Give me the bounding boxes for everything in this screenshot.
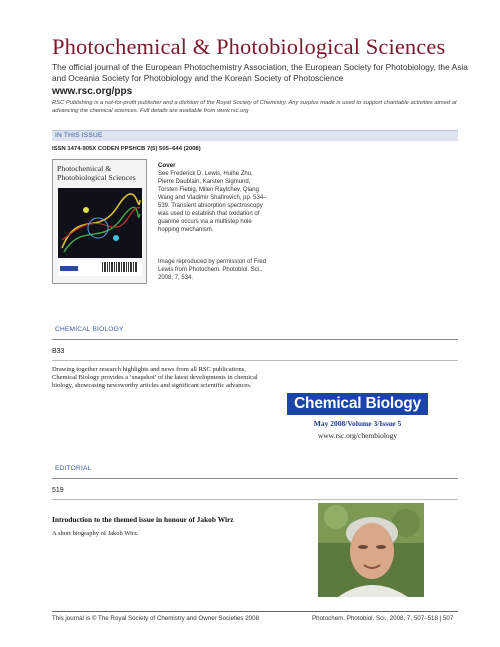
portrait-photo (318, 503, 424, 597)
chemical-biology-page-number: B33 (52, 348, 65, 355)
section-bar-in-this-issue (52, 130, 458, 141)
chemical-biology-url[interactable]: www.rsc.org/chembiology (317, 431, 398, 440)
cover-heading: Cover (158, 162, 176, 169)
divider-line (52, 360, 458, 361)
chemical-biology-logo: Chemical Biology (287, 393, 428, 415)
divider-line (52, 339, 458, 340)
cover-image-title: Photochemical & Photobiological Sciences (57, 164, 136, 182)
section-label-in-this-issue: IN THIS ISSUE (55, 132, 103, 139)
section-label-chemical-biology: CHEMICAL BIOLOGY (55, 326, 124, 333)
journal-url[interactable]: www.rsc.org/pps (52, 86, 133, 97)
editorial-subtitle: A short biography of Jakob Wirz. (52, 530, 139, 537)
editorial-title[interactable]: Introduction to the themed issue in honour of Jakob Wirz (52, 515, 234, 524)
publisher-notice: RSC Publishing is a not-for-profit publisher and a division of the Royal Society of Chemistry. Any surplus made is used to support charitable activities aimed at advancing the chemical sciences. Full details are available from www.rsc.org (52, 100, 457, 114)
editorial-page-number: 519 (52, 487, 64, 494)
divider-line (52, 478, 458, 479)
footer-divider (52, 611, 458, 612)
section-label-editorial: EDITORIAL (55, 465, 92, 472)
cover-credit: Image reproduced by permission of Fred Lewis from Photochem. Photobiol. Sci., 2008, 7, 534. (158, 259, 267, 281)
journal-subtitle: The official journal of the European Photochemistry Association, the European Society for Photobiology, the Asia and Oceania Society for Photobiology and the Korean Society of Photoscience (52, 62, 468, 83)
cover-artwork (58, 188, 142, 276)
issn-line: ISSN 1474-905X CODEN PPSHCB 7(5) 505–644 (2008) (52, 146, 201, 152)
chemical-biology-description: Drawing together research highlights and news from all RSC publications, Chemical Biology provides a ‘snapshot’ of the latest developments in chemical biology, showcasing newsworthy articles and significant scientific advances. (52, 366, 258, 390)
footer-copyright: This journal is © The Royal Society of Chemistry and Owner Societies 2008 (52, 615, 260, 622)
cover-description: See Frederick D. Lewis, Huihe Zhu, Pierre Daublain, Karsten Sigmund, Torsten Fiebig, Milen Raytchev, Qiang Wang and Vladimir Shafirovich, pp. 534–539. Transient absorption spectroscopy was used to establish that oxidation of guanine occurs via a multistep hole hopping mechanism. (158, 171, 267, 233)
chemical-biology-issue: May 2008/Volume 3/Issue 5 (313, 419, 402, 428)
journal-title: Photochemical & Photobiological Sciences (52, 34, 446, 59)
divider-line (52, 499, 458, 500)
footer-citation: Photochem. Photobiol. Sci., 2008, 7, 507–518 | 507 (312, 615, 454, 622)
cover-image (52, 159, 147, 284)
